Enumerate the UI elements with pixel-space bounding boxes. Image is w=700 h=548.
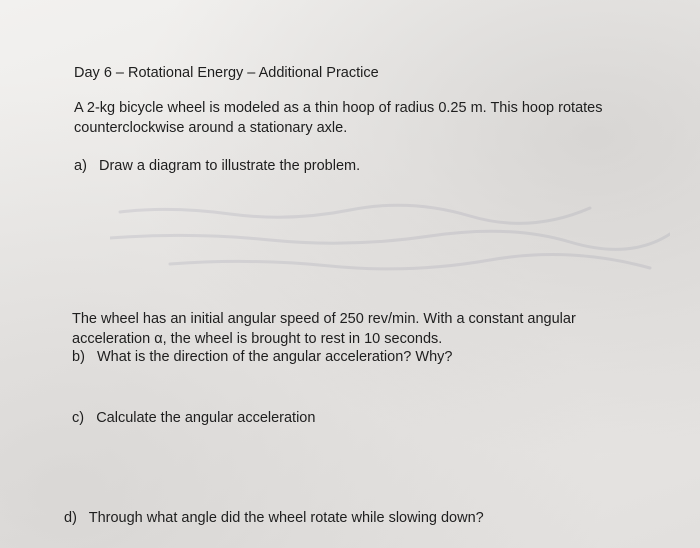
part-b-label: b) xyxy=(72,349,85,365)
part-d-label: d) xyxy=(64,510,77,526)
part-c-text: Calculate the angular acceleration xyxy=(96,410,316,426)
part-c xyxy=(72,408,315,428)
info-line-2: acceleration α, the wheel is brought to rest in 10 seconds. xyxy=(72,331,443,347)
part-a xyxy=(74,156,360,176)
part-d-text: Through what angle did the wheel rotate while slowing down? xyxy=(88,510,484,526)
info-line-1: The wheel has an initial angular speed of 250 rev/min. With a constant angular xyxy=(72,311,576,327)
part-c-label: c) xyxy=(72,410,85,426)
part-d xyxy=(64,508,484,528)
problem-intro-line-2: counterclockwise around a stationary axle. xyxy=(74,120,348,136)
problem-intro-line-1: A 2-kg bicycle wheel is modeled as a thin hoop of radius 0.25 m. This hoop rotates xyxy=(74,100,603,116)
part-a-label: a) xyxy=(74,158,87,174)
part-b xyxy=(72,347,452,367)
part-a-text: Draw a diagram to illustrate the problem. xyxy=(99,158,361,174)
part-b-text: What is the direction of the angular acceleration? Why? xyxy=(97,349,453,365)
page-title: Day 6 – Rotational Energy – Additional Practice xyxy=(74,65,379,81)
show-through-scribbles xyxy=(110,200,670,280)
show-through-texture xyxy=(110,200,670,280)
